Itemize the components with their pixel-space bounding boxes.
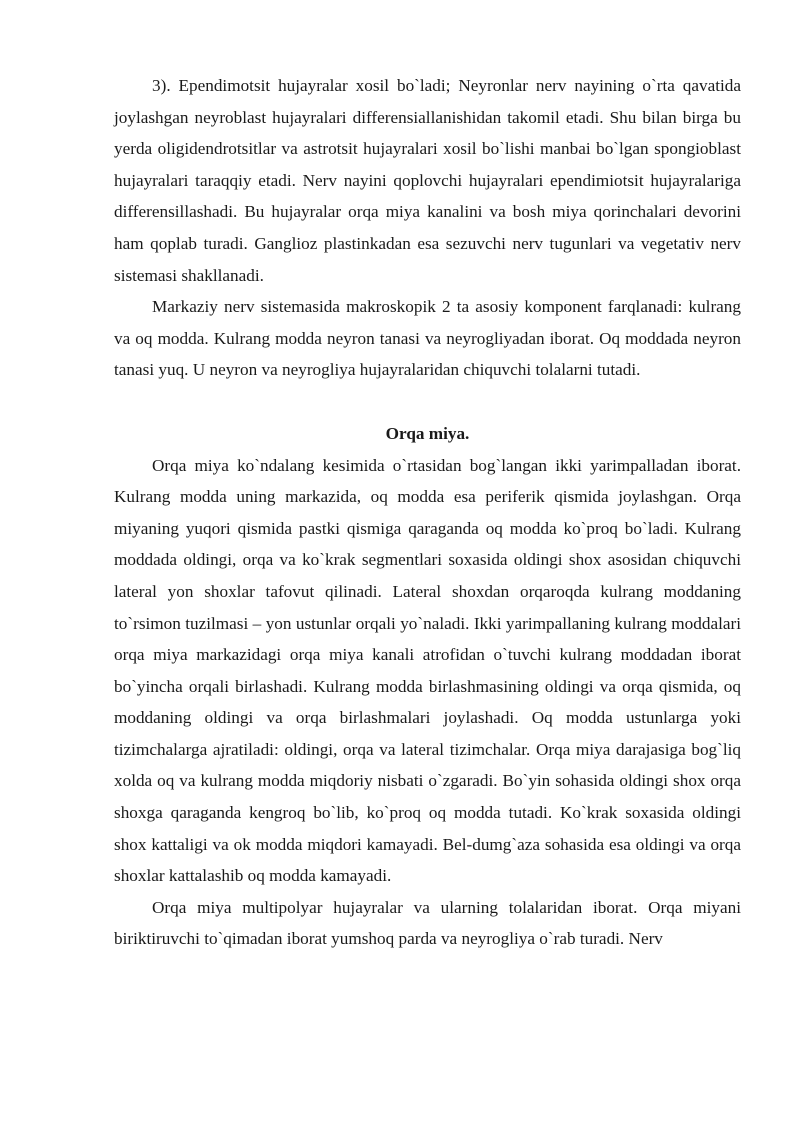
paragraph-spinal-cord-cells: Orqa miya multipolyar hujayralar va ularning tolalaridan iborat. Orqa miyani biriktiruvchi to`qimadan iborat yumshoq parda va neyrogliya o`rab turadi. Nerv [114,897,741,949]
paragraph-ependymocytes: 3). Ependimotsit hujayralar xosil bo`ladi; Neyronlar nerv nayining o`rta qavatida joylashgan neyroblast hujayralari differensiallanishidan takomil etadi. Shu bilan birga bu yerda oligidendrotsitlar va astrotsit hujayralari xosil bo`lishi manbai bo`lgan spongioblast hujayralari taraqqiy etadi. Nerv nayini qoplovchi hujayralari ependimiotsit hujayralariga differensillashadi. Bu hujayralar orqa miya kanalini va bosh miya qorinchalari devorini ham qoplab turadi. Ganglioz plastinkadan esa sezuvchi nerv tugunlari va vegetativ nerv sistemasi shakllanadi. [114,76,741,285]
paragraph-spinal-cord-structure: Orqa miya ko`ndalang kesimida o`rtasidan bog`langan ikki yarimpalladan iborat. Kulrang modda uning markazida, oq modda esa periferik qismida joylashgan. Orqa miyaning yuqori qismida pastki qismiga qaraganda oq modda ko`proq bo`ladi. Kulrang moddada oldingi, orqa va ko`krak segmentlari soxasida oldingi shox asosidan chiquvchi lateral yon shoxlar tafovut qilinadi. Lateral shoxdan orqaroqda kulrang moddaning to`rsimon tuzilmasi – yon ustunlar orqali yo`naladi. Ikki yarimpallaning kulrang moddalari orqa miya markazidagi orqa miya kanali atrofidan o`tuvchi kulrang moddadan iborat bo`yincha orqali birlashadi. Kulrang modda birlashmasining oldingi va orqa qismida, oq moddaning oldingi va orqa birlashmalari joylashadi. Oq modda ustunlarga yoki tizimchalarga ajratiladi: oldingi, orqa va lateral tizimchalar. Orqa miya darajasiga bog`liq xolda oq va kulrang modda miqdoriy nisbati o`zgaradi. Bo`yin sohasida oldingi shox orqa shoxga qaraganda kengroq bo`lib, ko`proq oq modda tutadi. Ko`krak soxasida oldingi shox kattaligi va ok modda miqdori kamayadi. Bel-dumg`aza sohasida esa oldingi va orqa shoxlar kattalashib oq modda kamayadi. [114,455,741,886]
document-page [114,70,741,955]
paragraph-grey-white-matter: Markaziy nerv sistemasida makroskopik 2 ta asosiy komponent farqlanadi: kulrang va oq modda. Kulrang modda neyron tanasi va neyrogliyadan iborat. Oq moddada neyron tanasi yuq. U neyron va neyrogliya hujayralaridan chiquvchi tolalarni tutadi. [114,297,741,380]
section-heading: Orqa miya. [385,423,470,443]
